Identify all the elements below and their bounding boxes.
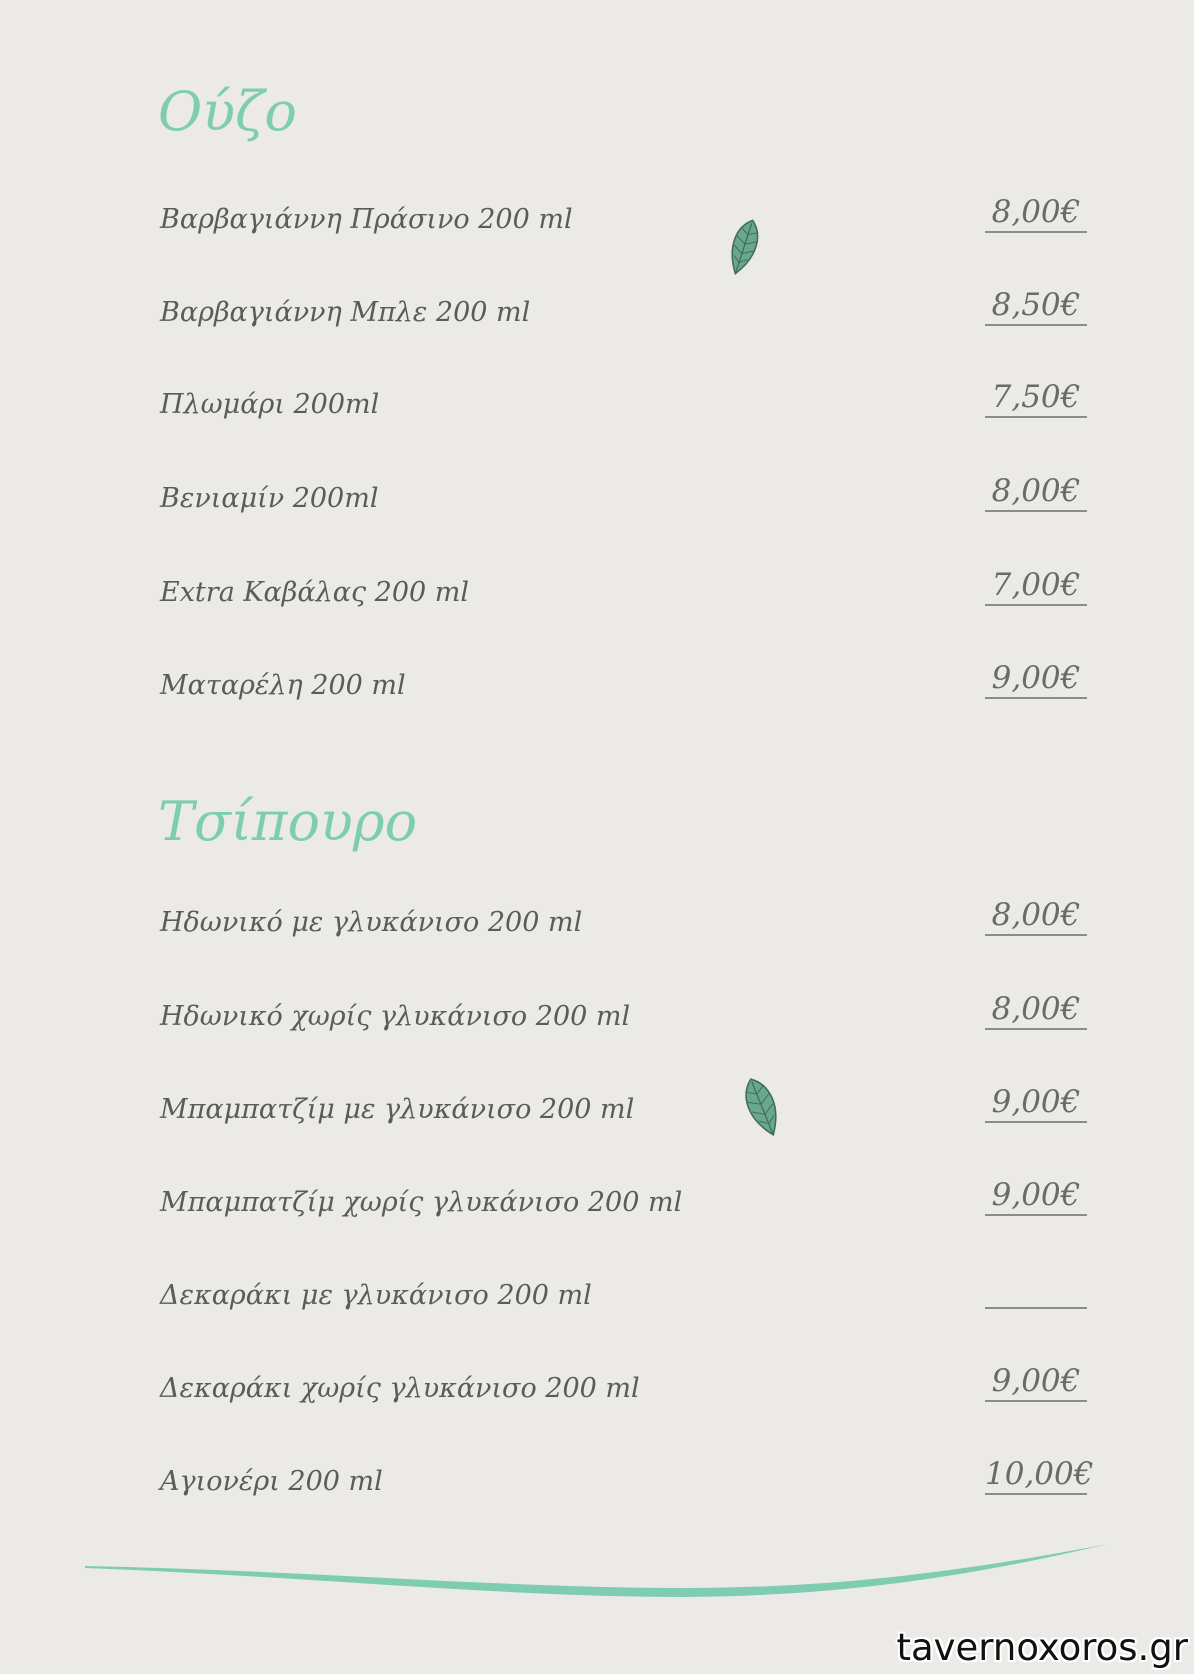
item-name: Ηδωνικό χωρίς γλυκάνισο 200 ml xyxy=(160,1001,631,1032)
menu-item-row xyxy=(0,1362,1194,1402)
item-price: 10,00€ xyxy=(985,1455,1087,1495)
menu-item-row xyxy=(0,659,1194,699)
item-name: Δεκαράκι χωρίς γλυκάνισο 200 ml xyxy=(160,1373,640,1404)
item-name: Βαρβαγιάννη Μπλε 200 ml xyxy=(160,297,531,328)
menu-item-row xyxy=(0,193,1194,233)
item-name: Μπαμπατζίμ με γλυκάνισο 200 ml xyxy=(160,1094,635,1125)
menu-item-row xyxy=(0,1269,1194,1309)
menu-item-row xyxy=(0,1455,1194,1495)
item-name: Αγιονέρι 200 ml xyxy=(160,1466,383,1497)
leaf-icon xyxy=(738,1074,786,1140)
item-price: 9,00€ xyxy=(985,1083,1087,1123)
section-title-ouzo: Ούζο xyxy=(158,80,297,143)
watermark: tavernoxoros.gr xyxy=(896,1626,1188,1669)
item-price: 7,00€ xyxy=(985,566,1087,606)
menu-item-row xyxy=(0,286,1194,326)
item-price xyxy=(985,1269,1087,1309)
item-price: 9,00€ xyxy=(985,1176,1087,1216)
item-price: 8,00€ xyxy=(985,896,1087,936)
item-name: Extra Καβάλας 200 ml xyxy=(160,577,470,608)
item-name: Ηδωνικό με γλυκάνισο 200 ml xyxy=(160,907,583,938)
menu-item-row xyxy=(0,1176,1194,1216)
item-price: 8,00€ xyxy=(985,472,1087,512)
item-name: Βενιαμίν 200ml xyxy=(160,483,379,514)
menu-item-row xyxy=(0,566,1194,606)
item-price: 8,00€ xyxy=(985,193,1087,233)
item-price: 9,00€ xyxy=(985,659,1087,699)
section-title-tsipouro: Τσίπουρο xyxy=(158,790,418,853)
menu-item-row xyxy=(0,896,1194,936)
item-price: 9,00€ xyxy=(985,1362,1087,1402)
item-name: Ματαρέλη 200 ml xyxy=(160,670,406,701)
menu-item-row xyxy=(0,990,1194,1030)
item-name: Μπαμπατζίμ χωρίς γλυκάνισο 200 ml xyxy=(160,1187,683,1218)
menu-item-row xyxy=(0,378,1194,418)
item-name: Δεκαράκι με γλυκάνισο 200 ml xyxy=(160,1280,592,1311)
leaf-icon xyxy=(722,216,766,278)
item-name: Βαρβαγιάννη Πράσινο 200 ml xyxy=(160,204,573,235)
menu-item-row xyxy=(0,1083,1194,1123)
item-name: Πλωμάρι 200ml xyxy=(160,389,380,420)
menu-item-row xyxy=(0,472,1194,512)
item-price: 8,00€ xyxy=(985,990,1087,1030)
item-price: 7,50€ xyxy=(985,378,1087,418)
item-price: 8,50€ xyxy=(985,286,1087,326)
